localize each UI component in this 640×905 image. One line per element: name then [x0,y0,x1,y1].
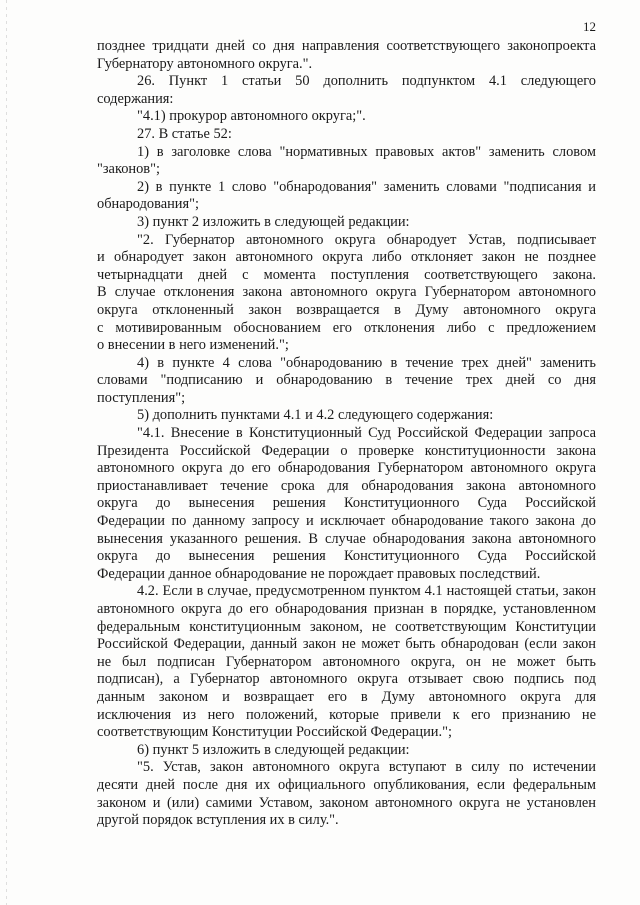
text-line: 1) в заголовке слова "нормативных правовых актов" заменить словом [137,143,596,160]
text-line: 4) в пункте 4 слова "обнародованию в течение трех дней" заменить [137,354,596,371]
text-line: о внесении в него изменений."; [97,337,289,354]
text-line: "4.1. Внесение в Конституционный Суд Российской Федерации запроса [137,425,596,442]
text-line: содержания: [97,90,174,107]
text-line: округа отклоненный закон возвращается в Думу автономного округа [97,301,596,318]
text-line: вынесения указанного решения. В случае обнародования закона автономного [97,530,596,547]
scan-edge [6,0,7,905]
text-line: другой порядок вступления их в силу.". [97,812,339,829]
text-line: округа до вынесения решения Конституционного Суда Российской [97,495,596,512]
text-line: 5) дополнить пунктами 4.1 и 4.2 следующего содержания: [137,407,494,424]
text-line: Российской Федерации, данный закон не может быть обнародован (если закон [97,636,596,653]
text-line: поступления"; [97,389,186,406]
document-body [97,38,596,830]
text-line: законом и (или) самими Уставом, законом автономного округа не установлен [97,794,596,811]
text-line: Президента Российской Федерации о проверке конституционности закона [97,442,596,459]
text-line: 6) пункт 5 изложить в следующей редакции: [137,741,410,758]
text-line: "законов"; [97,161,160,178]
text-line: В случае отклонения закона автономного округа Губернатором автономного [97,284,596,301]
text-line: 2) в пункте 1 слово "обнародования" заменить словами "подписания и [137,178,596,195]
text-line: 27. В статье 52: [137,125,232,142]
text-line: Губернатору автономного округа.". [97,55,313,72]
text-line: не был подписан Губернатором автономного округа, он не может быть [97,653,596,670]
text-line: подписан), а Губернатор автономного округа отзывает свою подпись под [97,671,596,688]
text-line: позднее тридцати дней со дня направления соответствующего законопроекта [97,38,596,54]
text-line: Федерации данное обнародование не порождает правовых последствий. [97,565,541,582]
text-line: четырнадцати дней с момента поступления соответствующего закона. [97,266,596,283]
text-line: автономного округа до его обнародования Губернатором автономного округа [97,460,596,477]
text-line: 3) пункт 2 изложить в следующей редакции: [137,213,410,230]
text-line: "2. Губернатор автономного округа обнародует Устав, подписывает [137,231,596,248]
text-line: автономного округа до его обнародования признан в порядке, установленном [97,601,596,617]
text-line: федеральным конституционным законом, не соответствующим Конституции [97,618,596,635]
text-line: Федерации по данному запросу и исключает обнародование такого закона до [97,513,596,530]
page-number: 12 [583,19,596,34]
text-line: "5. Устав, закон автономного округа вступают в силу по истечении [137,759,596,776]
text-line: округа до вынесения решения Конституционного Суда Российской [97,548,596,565]
text-line: "4.1) прокурор автономного округа;". [137,108,366,125]
text-line: соответствующим Конституции Российской Федерации."; [97,724,452,741]
text-line: десяти дней после дня их официального опубликования, если федеральным [97,776,596,793]
text-line: данным законом и возвращает его в Думу автономного округа для [97,688,596,705]
text-line: словами "подписанию и обнародованию в течение трех дней со дня [97,372,596,389]
text-line: и обнародует закон автономного округа либо отклоняет закон не позднее [97,249,596,266]
text-line: с мотивированным обоснованием его отклонения либо с предложением [97,319,596,336]
text-line: исключения из него положений, которые привели к его признанию не [97,706,596,723]
text-line: обнародования"; [97,196,199,213]
text-line: 26. Пункт 1 статьи 50 дополнить подпунктом 4.1 следующего [137,73,596,90]
text-line: 4.2. Если в случае, предусмотренном пунктом 4.1 настоящей статьи, закон [137,583,596,600]
text-line: приостанавливает течение срока для обнародования закона автономного [97,477,596,494]
